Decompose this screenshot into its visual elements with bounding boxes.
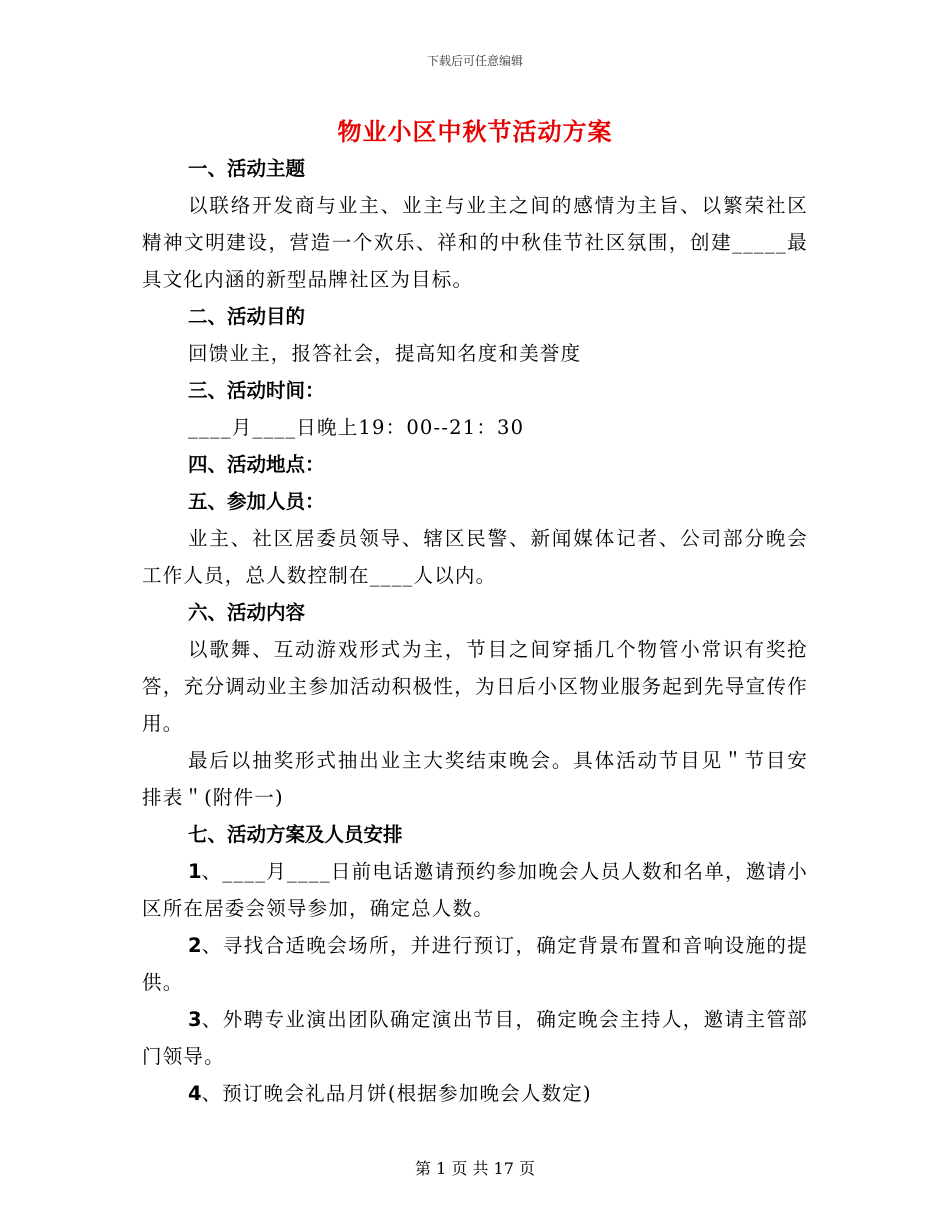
page-footer: 第 1 页 共 17 页 [415,1159,535,1178]
section-text-time: ____月____日晚上19：00--21：30 [188,416,525,439]
section-text-theme: 以联络开发商与业主、业主与业主之间的感情为主旨、以繁荣社区精神文明建设，营造一个欢乐、祥和的中秋佳节社区氛围，创建_____最具文化内涵的新型品牌社区为目标。 [142,194,808,291]
arrangement-item-text: 、预订晚会礼品月饼(根据参加晚会人数定) [201,1082,592,1105]
section-heading-arrangement: 七、活动方案及人员安排 [188,823,403,846]
section-heading-content: 六、活动内容 [188,601,306,624]
section-heading-theme: 一、活动主题 [188,157,306,180]
section-text-content-2: 最后以抽奖形式抽出业主大奖结束晚会。具体活动节目见＂节目安排表＂(附件一) [142,749,808,809]
arrangement-item-text: 、外聘专业演出团队确定演出节目，确定晚会主持人，邀请主管部门领导。 [142,1008,808,1068]
arrangement-item-number: 4 [188,1082,202,1105]
document-title: 物业小区中秋节活动方案 [337,117,613,146]
arrangement-item-3 [142,1001,808,1075]
arrangement-item-1 [142,853,808,927]
section-heading-participants: 五、参加人员： [188,490,325,513]
arrangement-item-number: 3 [188,1008,202,1031]
arrangement-item-text: 、寻找合适晚会场所，并进行预订，确定背景布置和音响设施的提供。 [142,934,808,994]
document-body [142,150,808,1112]
arrangement-item-4 [142,1075,808,1112]
section-text-purpose: 回馈业主，报答社会，提高知名度和美誉度 [188,342,582,365]
section-text-content-1: 以歌舞、互动游戏形式为主，节目之间穿插几个物管小常识有奖抢答，充分调动业主参加活动积极性，为日后小区物业服务起到先导宣传作用。 [142,638,808,735]
section-heading-location: 四、活动地点： [188,453,325,476]
arrangement-item-number: 2 [188,934,202,957]
section-heading-time: 三、活动时间： [188,379,325,402]
arrangement-item-text: 、____月____日前电话邀请预约参加晚会人员人数和名单，邀请小区所在居委会领导参加，确定总人数。 [142,860,808,920]
section-text-participants: 业主、社区居委员领导、辖区民警、新闻媒体记者、公司部分晚会工作人员，总人数控制在____人以内。 [142,527,808,587]
arrangement-item-2 [142,927,808,1001]
arrangement-item-number: 1 [188,860,202,883]
header-note: 下载后可任意编辑 [426,54,523,68]
section-heading-purpose: 二、活动目的 [188,305,306,328]
